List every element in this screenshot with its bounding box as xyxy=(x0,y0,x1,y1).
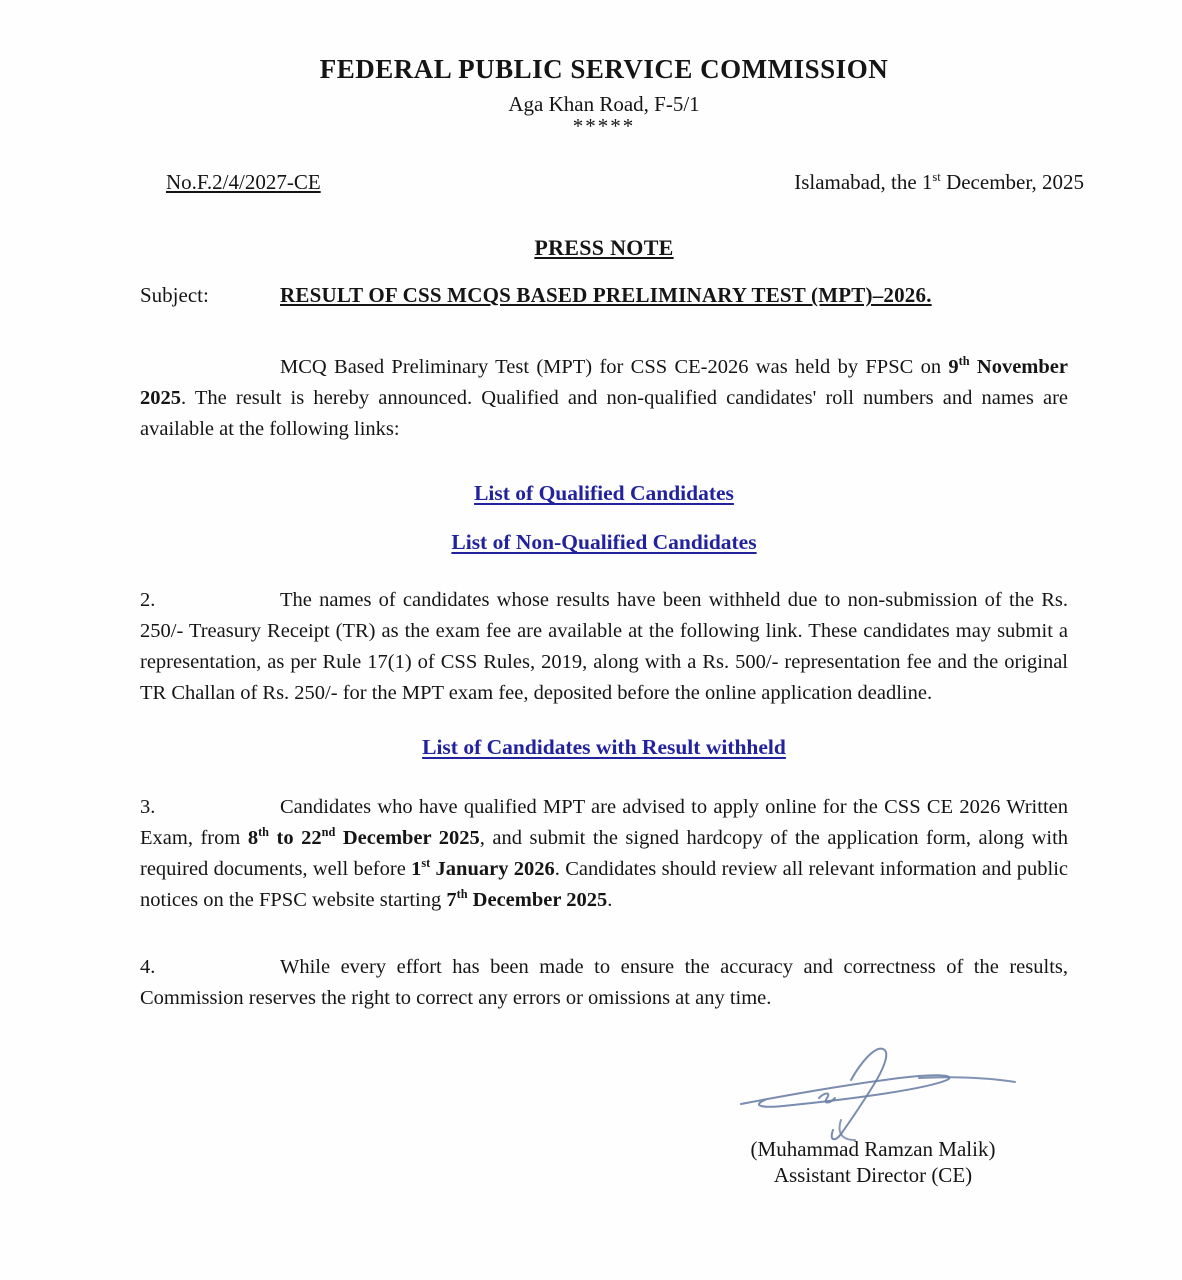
reference-number: No.F.2/4/2027-CE xyxy=(166,170,321,194)
separator-stars: ***** xyxy=(572,114,636,138)
signatory-title: Assistant Director (CE) xyxy=(773,1163,973,1187)
press-note-title: PRESS NOTE xyxy=(534,235,674,260)
link-result-withheld[interactable]: List of Candidates with Result withheld xyxy=(422,735,786,759)
signature-block xyxy=(678,1042,1068,1188)
link-non-qualified-candidates[interactable]: List of Non-Qualified Candidates xyxy=(451,530,757,554)
subject-text: RESULT OF CSS MCQS BASED PRELIMINARY TEST (MPT)–2026. xyxy=(280,283,932,307)
paragraph-4: 4. While every effort has been made to ensure the accuracy and correctness of the results, Commission reserves the right to correct any errors or omissions at any time. xyxy=(140,956,1068,1009)
paragraph-1: MCQ Based Preliminary Test (MPT) for CSS CE-2026 was held by FPSC on 9th November 2025. The result is hereby announced. Qualified and non-qualified candidates' roll numbers and names are available at the following links: xyxy=(140,354,1068,440)
signature-image xyxy=(723,1042,1023,1142)
link-row-withheld xyxy=(140,735,1068,760)
signatory-name: (Muhammad Ramzan Malik) xyxy=(750,1137,996,1161)
press-note-row xyxy=(140,235,1068,261)
link-qualified-candidates[interactable]: List of Qualified Candidates xyxy=(474,481,734,505)
link-row-non-qualified xyxy=(140,530,1068,555)
date-line: Islamabad, the 1st December, 2025 xyxy=(794,170,1084,194)
paragraph-3: 3. Candidates who have qualified MPT are advised to apply online for the CSS CE 2026 Written Exam, from 8th to 22nd December 2025, and submit the signed hardcopy of the application form, along with required documents, well before 1st January 2026. Candidates should review all relevant information and public notices on the FPSC website starting 7th December 2025. xyxy=(140,796,1069,911)
paragraph-2: 2. The names of candidates whose results have been withheld due to non-submission of the Rs. 250/- Treasury Receipt (TR) as the exam fee are available at the following link. These candidates may submit a representation, as per Rule 17(1) of CSS Rules, 2019, along with a Rs. 500/- representation fee and the original TR Challan of Rs. 250/- for the MPT exam fee, deposited before the online application deadline. xyxy=(140,589,1068,704)
subject-row xyxy=(140,283,1068,308)
link-row-qualified xyxy=(140,481,1068,506)
reference-row xyxy=(140,170,1084,195)
org-address: Aga Khan Road, F-5/1 xyxy=(508,92,700,116)
org-title: FEDERAL PUBLIC SERVICE COMMISSION xyxy=(319,54,889,84)
subject-label: Subject: xyxy=(140,283,209,307)
